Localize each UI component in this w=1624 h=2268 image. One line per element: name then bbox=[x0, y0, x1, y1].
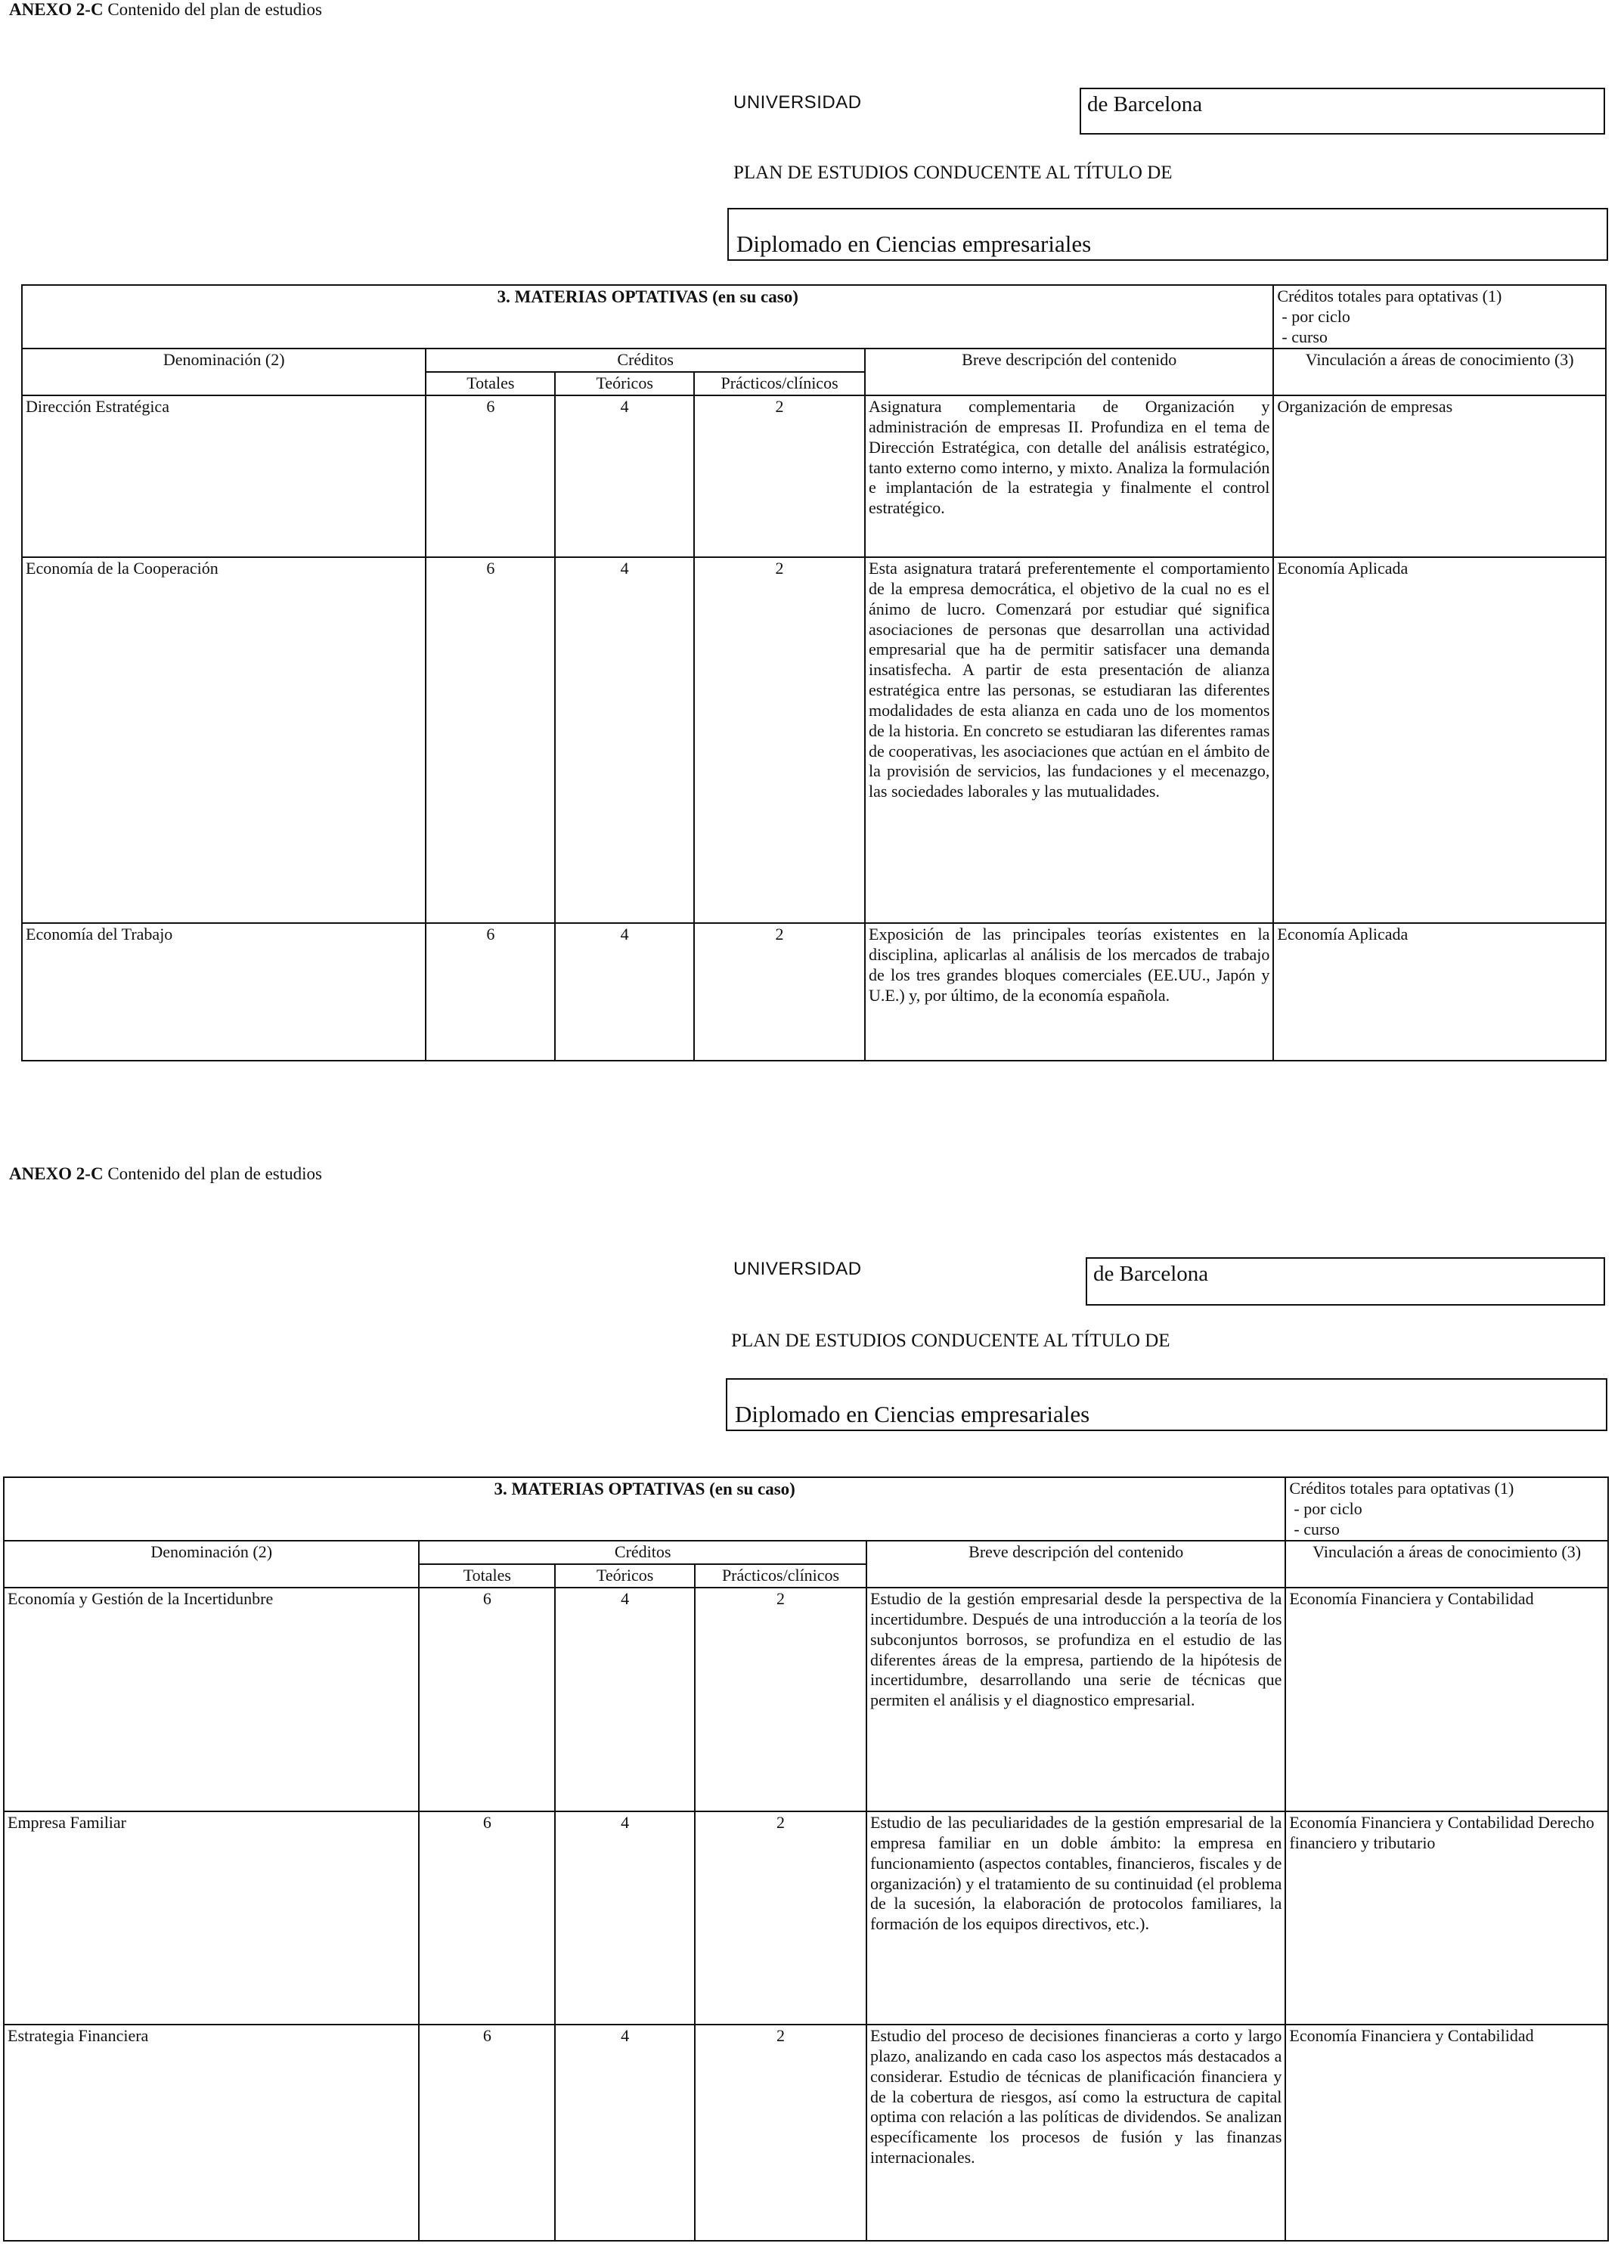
teoricos-cell: 4 bbox=[555, 923, 694, 1061]
denominacion-cell: Dirección Estratégica bbox=[22, 395, 426, 557]
col-creditos: Créditos bbox=[426, 349, 865, 372]
practicos-cell: 2 bbox=[695, 1588, 866, 1811]
denominacion-cell: Economía de la Cooperación bbox=[22, 557, 426, 923]
teoricos-cell: 4 bbox=[555, 1588, 695, 1811]
anexo-text: Contenido del plan de estudios bbox=[103, 1164, 322, 1183]
descripcion-cell: Estudio de las peculiaridades de la gestión empresarial de la empresa familiar en un doble ámbito: la empresa en funcionamiento (aspectos contables, financieros, fiscales y de organización) y el tratamiento de su continuidad (el problema de la sucesión, la elaboración de protocolos familiares, la formación de los equipos directivos, etc.). bbox=[866, 1811, 1285, 2025]
practicos-cell: 2 bbox=[695, 1811, 866, 2025]
col-teoricos: Teóricos bbox=[555, 372, 694, 395]
page-2 bbox=[0, 1149, 1624, 2268]
practicos-cell: 2 bbox=[694, 923, 865, 1061]
creditos-totales-item: - curso bbox=[1277, 327, 1602, 348]
totales-cell: 6 bbox=[426, 923, 555, 1061]
plan-label: PLAN DE ESTUDIOS CONDUCENTE AL TÍTULO DE bbox=[731, 1331, 1170, 1351]
vinculacion-cell: Economía Aplicada bbox=[1273, 923, 1606, 1061]
practicos-cell: 2 bbox=[694, 557, 865, 923]
col-vinculacion: Vinculación a áreas de conocimiento (3) bbox=[1285, 1541, 1608, 1588]
table-row bbox=[22, 395, 1606, 557]
universidad-label: UNIVERSIDAD bbox=[733, 92, 862, 113]
practicos-cell: 2 bbox=[694, 395, 865, 557]
anexo-text: Contenido del plan de estudios bbox=[103, 0, 322, 19]
table-row bbox=[22, 923, 1606, 1061]
vinculacion-cell: Economía Financiera y Contabilidad Derecho financiero y tributario bbox=[1285, 1811, 1608, 2025]
universidad-value-box bbox=[1080, 88, 1605, 135]
section-title: 3. MATERIAS OPTATIVAS (en su caso) bbox=[22, 285, 1273, 349]
descripcion-cell: Estudio del proceso de decisiones financieras a corto y largo plazo, analizando en cada caso los aspectos más destacados a considerar. Estudio de técnicas de planificación financiera y de la cobertura de riesgos, así como la estructura de capital optima con relación a las políticas de dividendos. Se analizan específicamente los procesos de fusión y las finanzas internacionales. bbox=[866, 2025, 1285, 2241]
col-denominacion: Denominación (2) bbox=[22, 349, 426, 395]
creditos-totales-item: - por ciclo bbox=[1277, 307, 1602, 327]
col-totales: Totales bbox=[426, 372, 555, 395]
totales-cell: 6 bbox=[419, 1588, 555, 1811]
practicos-cell: 2 bbox=[695, 2025, 866, 2241]
col-totales: Totales bbox=[419, 1564, 555, 1588]
col-descripcion: Breve descripción del contenido bbox=[866, 1541, 1285, 1588]
denominacion-cell: Estrategia Financiera bbox=[4, 2025, 419, 2241]
denominacion-cell: Economía del Trabajo bbox=[22, 923, 426, 1061]
descripcion-cell: Asignatura complementaria de Organización y administración de empresas II. Profundiza en el tema de Dirección Estratégica, con detalle del análisis estratégico, tanto externo como interno, y mixto. Analiza la formulación e implantación de la estrategia y finalmente el control estratégico. bbox=[865, 395, 1273, 557]
col-teoricos: Teóricos bbox=[555, 1564, 695, 1588]
section-title: 3. MATERIAS OPTATIVAS (en su caso) bbox=[4, 1477, 1285, 1541]
descripcion-cell: Esta asignatura tratará preferentemente el comportamiento de la empresa democrática, el objetivo de la cual no es el ánimo de lucro. Comenzará por estudiar qué significa asociaciones de personas que desarrollan una actividad empresarial que ha de permitir satisfacer una demanda insatisfecha. A partir de esta presentación de alianza estratégica entre las personas, se estudiaran las diferentes modalidades de esta alianza en cada uno de los momentos de la historia. En concreto se estudiaran las diferentes ramas de cooperativas, les asociaciones que actúan en el ámbito de la provisión de servicios, las fundaciones y el mecenazgo, las sociedades laborales y las mutualidades. bbox=[865, 557, 1273, 923]
creditos-totales-title: Créditos totales para optativas (1) bbox=[1289, 1479, 1514, 1498]
titulo-value-box bbox=[726, 1378, 1607, 1431]
totales-cell: 6 bbox=[426, 395, 555, 557]
creditos-totales-title: Créditos totales para optativas (1) bbox=[1277, 287, 1502, 305]
table-row bbox=[22, 557, 1606, 923]
teoricos-cell: 4 bbox=[555, 1811, 695, 2025]
table-row bbox=[4, 2025, 1608, 2241]
teoricos-cell: 4 bbox=[555, 557, 694, 923]
vinculacion-cell: Economía Financiera y Contabilidad bbox=[1285, 1588, 1608, 1811]
totales-cell: 6 bbox=[426, 557, 555, 923]
totales-cell: 6 bbox=[419, 1811, 555, 2025]
teoricos-cell: 4 bbox=[555, 2025, 695, 2241]
col-descripcion: Breve descripción del contenido bbox=[865, 349, 1273, 395]
col-denominacion: Denominación (2) bbox=[4, 1541, 419, 1588]
col-practicos: Prácticos/clínicos bbox=[695, 1564, 866, 1588]
creditos-totales-item: - curso bbox=[1289, 1520, 1604, 1540]
materias-optativas-table bbox=[21, 284, 1607, 1061]
col-creditos: Créditos bbox=[419, 1541, 866, 1564]
col-practicos: Prácticos/clínicos bbox=[694, 372, 865, 395]
anexo-code: ANEXO 2-C bbox=[9, 1164, 104, 1183]
creditos-totales-cell bbox=[1273, 285, 1606, 349]
vinculacion-cell: Organización de empresas bbox=[1273, 395, 1606, 557]
plan-label: PLAN DE ESTUDIOS CONDUCENTE AL TÍTULO DE bbox=[733, 163, 1173, 183]
creditos-totales-cell bbox=[1285, 1477, 1608, 1541]
universidad-value-box bbox=[1086, 1257, 1605, 1306]
denominacion-cell: Empresa Familiar bbox=[4, 1811, 419, 2025]
descripcion-cell: Exposición de las principales teorías existentes en la disciplina, aplicarlas al análisis de los mercados de trabajo de los tres grandes bloques comerciales (EE.UU., Japón y U.E.) y, por último, de la economía española. bbox=[865, 923, 1273, 1061]
materias-optativas-table bbox=[3, 1476, 1609, 2242]
titulo-value: Diplomado en Ciencias empresariales bbox=[735, 1401, 1090, 1427]
totales-cell: 6 bbox=[419, 2025, 555, 2241]
anexo-code: ANEXO 2-C bbox=[9, 0, 104, 19]
col-vinculacion: Vinculación a áreas de conocimiento (3) bbox=[1273, 349, 1606, 395]
titulo-value: Diplomado en Ciencias empresariales bbox=[736, 231, 1092, 257]
descripcion-cell: Estudio de la gestión empresarial desde la perspectiva de la incertidumbre. Después de una introducción a la teoría de los subconjuntos borrosos, se profundiza en el estudio de las diferentes áreas de la empresa, partiendo de la hipótesis de incertidumbre, desarrollando una serie de técnicas que permiten el análisis y el diagnostico empresarial. bbox=[866, 1588, 1285, 1811]
table-row bbox=[4, 1588, 1608, 1811]
universidad-value: de Barcelona bbox=[1087, 92, 1203, 116]
page-1 bbox=[0, 0, 1624, 1119]
universidad-label: UNIVERSIDAD bbox=[733, 1259, 862, 1279]
anexo-heading bbox=[9, 1164, 322, 1184]
denominacion-cell: Economía y Gestión de la Incertidunbre bbox=[4, 1588, 419, 1811]
universidad-value: de Barcelona bbox=[1093, 1262, 1209, 1286]
titulo-value-box bbox=[727, 208, 1608, 261]
anexo-heading bbox=[9, 0, 322, 20]
table-row bbox=[4, 1811, 1608, 2025]
teoricos-cell: 4 bbox=[555, 395, 694, 557]
creditos-totales-item: - por ciclo bbox=[1289, 1499, 1604, 1520]
vinculacion-cell: Economía Aplicada bbox=[1273, 557, 1606, 923]
vinculacion-cell: Economía Financiera y Contabilidad bbox=[1285, 2025, 1608, 2241]
